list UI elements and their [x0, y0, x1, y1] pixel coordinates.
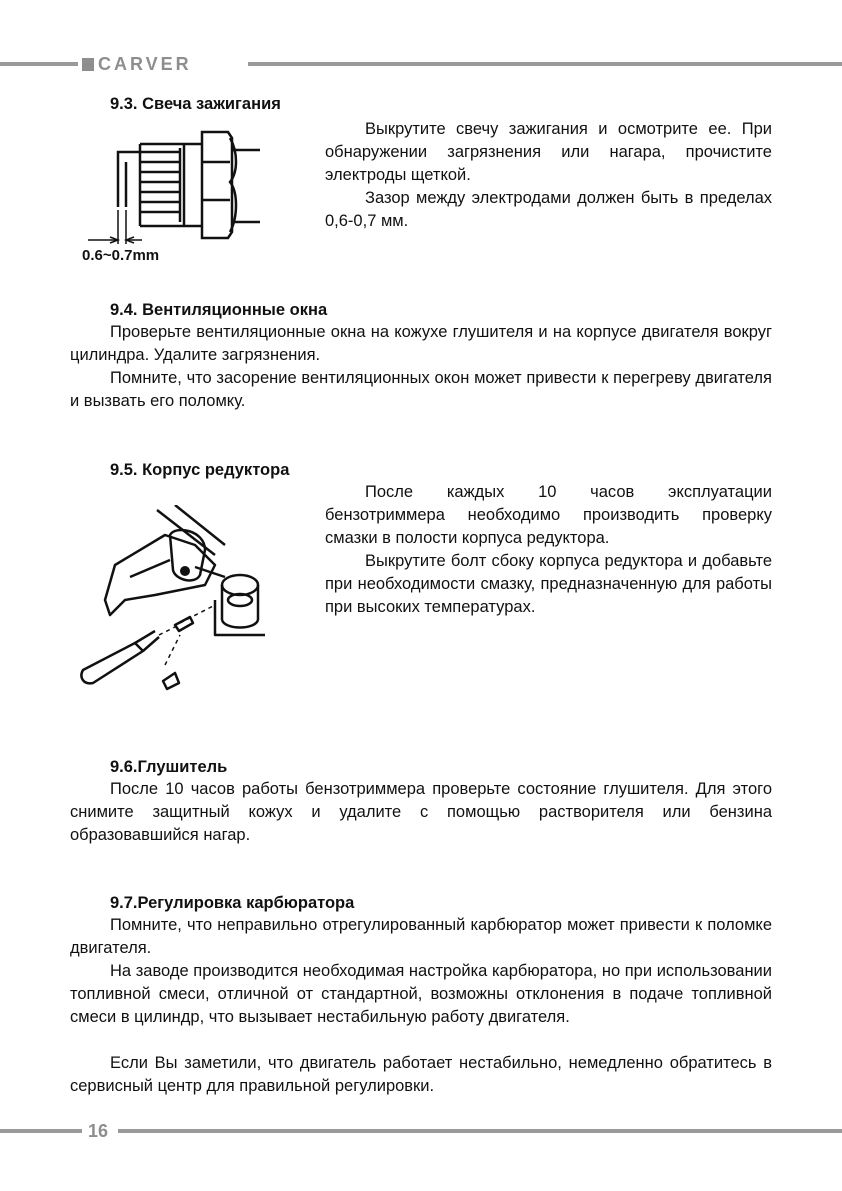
s94-paragraph-2: Помните, что засорение вентиляционных окон может привести к перегреву двигателя и вызвать его поломку.	[70, 369, 772, 410]
s96-paragraph-1: После 10 часов работы бензотриммера проверьте состояние глушителя. Для этого снимите защитный кожух и удалите с помощью растворителя или бензина образовавшийся нагар.	[70, 780, 772, 844]
header-rule-left	[0, 62, 78, 66]
page-number: 16	[88, 1121, 109, 1141]
footer-rule-left	[0, 1129, 82, 1133]
section-title-9-3: 9.3. Свеча зажигания	[110, 95, 281, 113]
header-rule-right	[248, 62, 842, 66]
gap-label: 0.6~0.7mm	[82, 247, 160, 264]
s95-paragraph-1: После каждых 10 часов эксплуатации бензотриммера необходимо производить проверку смазки в полости корпуса редуктора.	[325, 483, 772, 547]
section-title-9-4: 9.4. Вентиляционные окна	[110, 301, 328, 319]
s97-paragraph-3: Если Вы заметили, что двигатель работает нестабильно, немедленно обратитесь в сервисный центр для правильной регулировки.	[70, 1054, 772, 1095]
s93-paragraph-1: Выкрутите свечу зажигания и осмотрите ее. При обнаружении загрязнения или нагара, прочистите электроды щеткой.	[325, 120, 772, 184]
s97-paragraph-2: На заводе производится необходимая настройка карбюратора, но при использовании топливной смеси, отличной от стандартной, возможны отклонения в подаче топливной смеси в цилиндр, что вызывает нестабильную работу двигателя.	[70, 962, 772, 1026]
footer-rule-right	[118, 1129, 842, 1133]
s95-paragraph-2: Выкрутите болт сбоку корпуса редуктора и добавьте при необходимости смазку, предназначенную для работы при высоких температурах.	[325, 552, 772, 616]
s94-paragraph-1: Проверьте вентиляционные окна на кожухе глушителя и на корпусе двигателя вокруг цилиндра. Удалите загрязнения.	[70, 323, 772, 364]
brand-logo: CARVER	[82, 54, 192, 74]
section-title-9-7: 9.7.Регулировка карбюратора	[110, 894, 355, 912]
s97-paragraph-1: Помните, что неправильно отрегулированный карбюратор может привести к поломке двигателя.	[70, 916, 772, 957]
section-title-9-5: 9.5. Корпус редуктора	[110, 461, 290, 479]
gearbox-figure	[75, 505, 275, 705]
section-title-9-6: 9.6.Глушитель	[110, 758, 228, 776]
s93-paragraph-2: Зазор между электродами должен быть в пределах 0,6-0,7 мм.	[325, 189, 772, 230]
